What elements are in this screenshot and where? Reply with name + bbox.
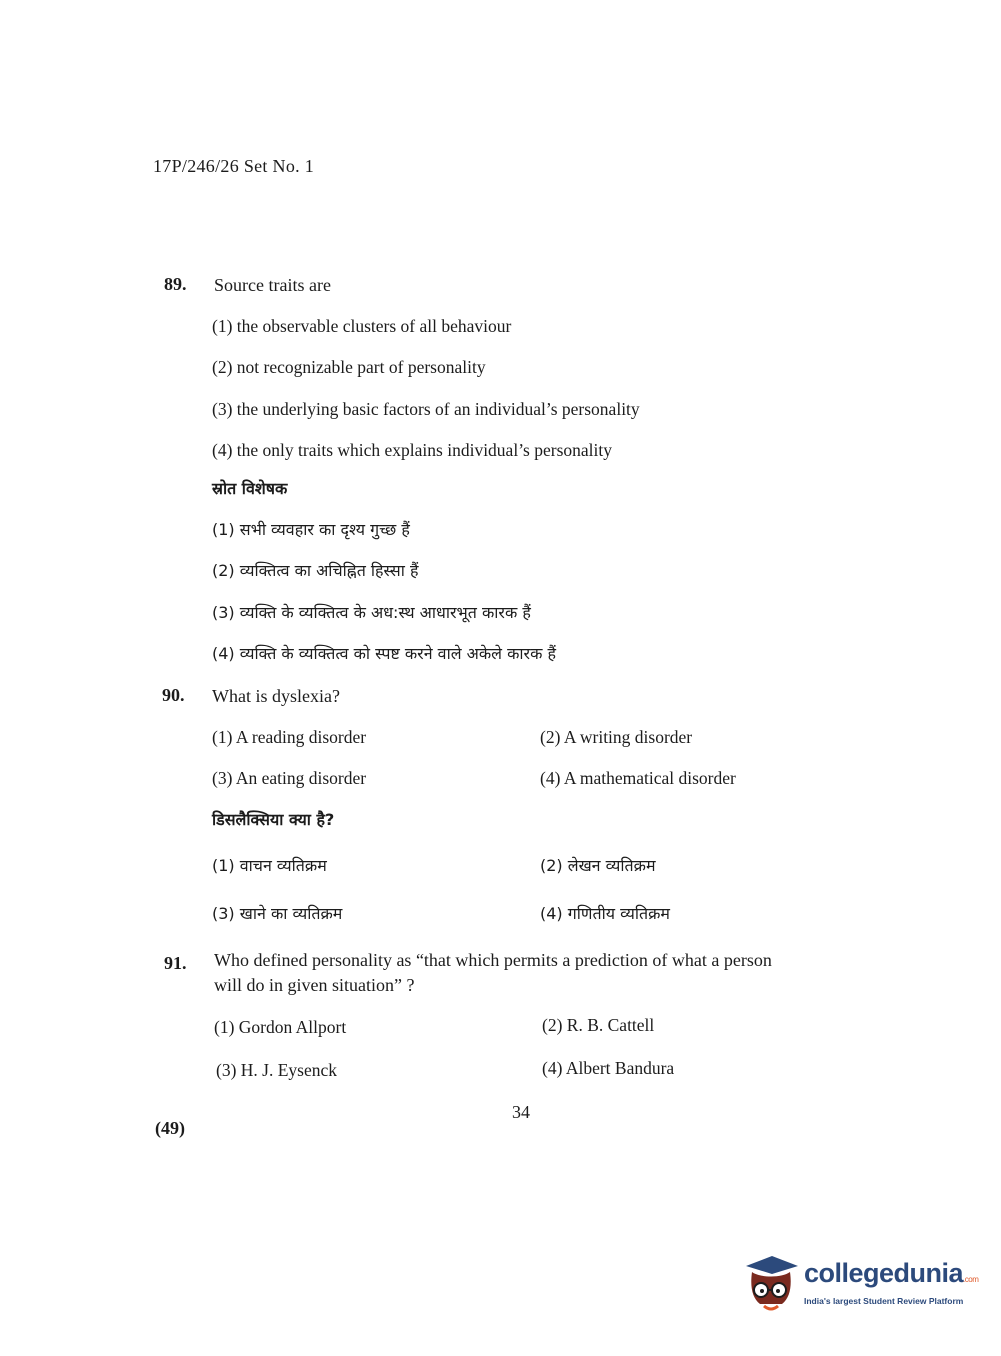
booklet-code: (49): [155, 1118, 185, 1138]
collegedunia-watermark: [742, 1252, 979, 1316]
q90-hindi-text: डिसलैक्सिया क्या है?: [212, 810, 335, 829]
q90-option-2: (2) A writing disorder: [540, 727, 693, 747]
page-number: 34: [512, 1102, 530, 1122]
q90-option-1: (1) A reading disorder: [212, 727, 367, 747]
q91-option-2: (2) R. B. Cattell: [542, 1015, 655, 1035]
q89-hindi-option-4: (4) व्यक्ति के व्यक्तित्व को स्पष्ट करने वाले अकेले कारक हैं: [212, 644, 556, 663]
brand-tagline: India's largest Student Review Platform: [804, 1296, 964, 1306]
q91-option-3: (3) H. J. Eysenck: [216, 1060, 338, 1080]
q89-option-3: (3) the underlying basic factors of an individual’s personality: [212, 399, 640, 419]
q89-hindi-option-3: (3) व्यक्ति के व्यक्तित्व के अध:स्थ आधारभूत कारक हैं: [212, 603, 531, 622]
q89-hindi-option-2: (2) व्यक्तित्व का अचिह्नित हिस्सा हैं: [212, 561, 419, 580]
brand-suffix: .com: [963, 1275, 979, 1284]
q90-option-3: (3) An eating disorder: [212, 768, 367, 788]
mascot-icon: [742, 1252, 800, 1316]
question-text-91-line2: will do in given situation” ?: [214, 975, 415, 995]
q89-option-1: (1) the observable clusters of all behaviour: [212, 316, 512, 336]
q89-option-2: (2) not recognizable part of personality: [212, 357, 486, 377]
q91-option-1: (1) Gordon Allport: [214, 1017, 347, 1037]
question-number-89: 89.: [164, 274, 187, 294]
paper-code: 17P/246/26 Set No. 1: [153, 156, 315, 176]
brand-name: collegedunia.com: [804, 1258, 979, 1288]
question-number-91: 91.: [164, 953, 187, 973]
q90-hindi-option-4: (4) गणितीय व्यतिक्रम: [540, 904, 670, 923]
q90-option-4: (4) A mathematical disorder: [540, 768, 736, 788]
q89-option-4: (4) the only traits which explains individual’s personality: [212, 440, 612, 460]
q89-hindi-text: स्रोत विशेषक: [212, 479, 288, 498]
q89-hindi-option-1: (1) सभी व्यवहार का दृश्य गुच्छ हैं: [212, 520, 410, 539]
question-text-90: What is dyslexia?: [212, 686, 340, 706]
question-text-89: Source traits are: [214, 275, 331, 295]
q91-option-4: (4) Albert Bandura: [542, 1058, 675, 1078]
question-text-91-line1: Who defined personality as “that which permits a prediction of what a person: [214, 950, 772, 970]
q90-hindi-option-2: (2) लेखन व्यतिक्रम: [540, 856, 656, 875]
question-number-90: 90.: [162, 685, 185, 705]
q90-hindi-option-1: (1) वाचन व्यतिक्रम: [212, 856, 327, 875]
q90-hindi-option-3: (3) खाने का व्यतिक्रम: [212, 904, 343, 923]
